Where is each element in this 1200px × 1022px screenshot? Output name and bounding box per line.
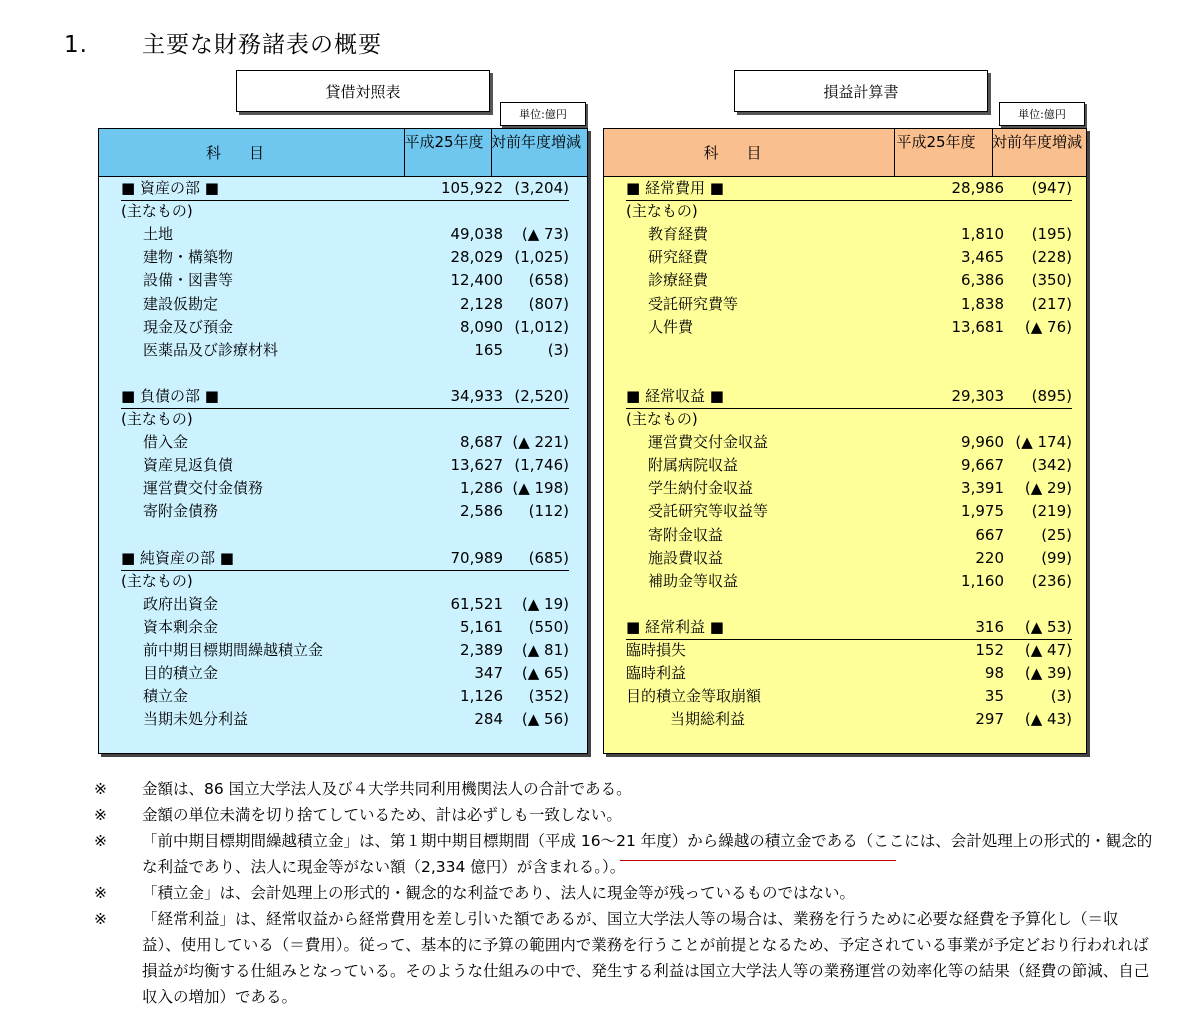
table-row	[626, 339, 1072, 362]
row-change: (658)	[528, 271, 569, 290]
table-row	[121, 570, 569, 593]
col-item-header: 科目	[703, 144, 790, 162]
row-change: (352)	[528, 687, 569, 706]
row-label: ■ 経常費用 ■	[626, 179, 724, 197]
row-value: 8,090	[460, 317, 503, 336]
row-change: (1,025)	[514, 248, 569, 267]
row-change: (342)	[1031, 456, 1072, 475]
row-value: 667	[975, 525, 1004, 544]
table-row	[626, 385, 1072, 409]
table-row	[626, 362, 1072, 385]
table-row	[626, 593, 1072, 616]
row-label: 運営費交付金債務	[143, 479, 264, 498]
row-value: 1,975	[961, 502, 1004, 521]
table-row	[121, 200, 569, 223]
row-value: 2,389	[460, 641, 503, 659]
table-row	[121, 454, 569, 477]
table-row	[626, 269, 1072, 292]
col-change-header: 対前年度増減	[491, 133, 582, 151]
row-label: 当期未処分利益	[143, 710, 249, 729]
table-row	[121, 593, 569, 616]
table-row	[121, 269, 569, 292]
row-label: 建設仮勘定	[143, 294, 219, 313]
row-change: (▲ 53)	[1024, 617, 1072, 636]
row-change: (3)	[547, 340, 569, 359]
row-change: (947)	[1031, 179, 1072, 197]
table-row	[626, 223, 1072, 246]
row-change: (3)	[1050, 687, 1072, 706]
table-row	[626, 662, 1072, 685]
row-label: ■ 経常利益 ■	[626, 617, 724, 636]
row-value: 49,038	[450, 225, 503, 244]
table-row	[626, 454, 1072, 477]
row-label: 教育経費	[648, 225, 709, 244]
row-change: (▲ 19)	[521, 594, 569, 613]
row-change: (▲ 65)	[521, 664, 569, 683]
row-label: 土地	[143, 225, 174, 244]
row-label: 資本剰余金	[143, 617, 219, 636]
row-value: 284	[474, 710, 503, 729]
row-value: 9,960	[961, 433, 1004, 452]
row-label: 寄附金収益	[648, 525, 724, 544]
row-value: 28,029	[450, 248, 503, 267]
row-value: 8,687	[460, 433, 503, 452]
row-label: 医薬品及び診療材料	[143, 340, 279, 359]
table-row	[626, 246, 1072, 269]
row-value: 12,400	[450, 271, 503, 290]
row-value: 105,922	[440, 179, 503, 197]
row-value: 70,989	[450, 548, 503, 567]
row-change: (685)	[528, 548, 569, 567]
row-change: (112)	[528, 502, 569, 521]
table-row	[121, 477, 569, 500]
table-row	[121, 293, 569, 316]
row-value: 1,160	[961, 571, 1004, 590]
table-row	[626, 500, 1072, 523]
col-year-header: 平成25年度	[404, 133, 484, 151]
row-label: 補助金等収益	[648, 571, 739, 590]
row-change: (▲ 29)	[1024, 479, 1072, 498]
table-row	[626, 200, 1072, 223]
table-row	[121, 385, 569, 409]
table-row	[121, 223, 569, 246]
section-title: 主要な財務諸表の概要	[142, 32, 382, 58]
row-value: 61,521	[450, 594, 503, 613]
row-label: 受託研究等収益等	[648, 502, 769, 521]
table-row	[626, 431, 1072, 454]
row-change: (▲ 56)	[521, 710, 569, 729]
income-statement-table	[603, 128, 1087, 754]
income-header	[604, 129, 1086, 177]
table-row	[626, 708, 1072, 731]
row-value: 152	[975, 641, 1004, 659]
row-label: 学生納付金収益	[648, 479, 754, 498]
table-row	[121, 408, 569, 431]
row-value: 316	[975, 617, 1004, 636]
notes	[94, 776, 1154, 1010]
table-row	[626, 616, 1072, 640]
balance-unit-label: 単位:億円	[500, 102, 586, 126]
table-row	[121, 500, 569, 523]
row-label: 積立金	[143, 687, 189, 706]
row-label: ■ 経常収益 ■	[626, 386, 724, 405]
row-value: 28,986	[951, 179, 1004, 197]
table-row	[121, 339, 569, 362]
table-row	[121, 708, 569, 731]
row-change: (219)	[1031, 502, 1072, 521]
table-row	[626, 547, 1072, 570]
row-label: 診療経費	[648, 271, 709, 290]
row-label: (主なもの)	[121, 410, 193, 428]
row-label: 研究経費	[648, 248, 709, 267]
table-row	[121, 662, 569, 685]
row-label: 当期総利益	[670, 710, 746, 729]
row-value: 1,126	[460, 687, 503, 706]
row-value: 9,667	[961, 456, 1004, 475]
row-value: 34,933	[450, 386, 503, 405]
row-label: 前中期目標期間繰越積立金	[143, 641, 324, 659]
row-change: (1,012)	[514, 317, 569, 336]
row-change: (550)	[528, 617, 569, 636]
table-row	[121, 685, 569, 708]
row-value: 2,586	[460, 502, 503, 521]
row-value: 35	[984, 687, 1004, 706]
note-item: ※ 金額は、86 国立大学法人及び４大学共同利用機関法人の合計である。	[94, 780, 632, 798]
row-value: 3,465	[961, 248, 1004, 267]
row-change: (▲ 174)	[1015, 433, 1072, 452]
row-value: 3,391	[961, 479, 1004, 498]
row-label: 設備・図書等	[143, 271, 234, 290]
row-change: (350)	[1031, 271, 1072, 290]
row-change: (25)	[1041, 525, 1072, 544]
page-title	[64, 26, 382, 59]
row-label: 運営費交付金収益	[648, 433, 769, 452]
table-row	[626, 570, 1072, 593]
table-row	[121, 177, 569, 201]
row-change: (▲ 198)	[512, 479, 569, 498]
table-row	[626, 639, 1072, 662]
col-year-header: 平成25年度	[896, 133, 976, 151]
row-label: 臨時損失	[626, 641, 687, 659]
note-item: ※ 金額の単位未満を切り捨てしているため、計は必ずしも一致しない。	[94, 806, 622, 824]
row-label: (主なもの)	[626, 410, 698, 428]
row-value: 5,161	[460, 617, 503, 636]
row-value: 2,128	[460, 294, 503, 313]
row-label: ■ 資産の部 ■	[121, 179, 219, 197]
row-value: 165	[474, 340, 503, 359]
row-change: (236)	[1031, 571, 1072, 590]
row-label: (主なもの)	[121, 202, 193, 221]
row-change: (1,746)	[514, 456, 569, 475]
note-item: ※ 「前中期目標期間繰越積立金」は、第１期中期目標期間（平成 16～21 年度）から繰越の積立金である（ここには、会計処理上の形式的・観念的な利益であり、法人に現金等がない額（2,334 億円）が含まれる。）。	[94, 832, 1153, 876]
row-value: 1,838	[961, 294, 1004, 313]
row-label: 資産見返負債	[143, 456, 234, 475]
row-label: 現金及び預金	[143, 317, 234, 336]
row-change: (▲ 221)	[512, 433, 569, 452]
row-label: 政府出資金	[143, 594, 219, 613]
row-label: 人件費	[648, 317, 694, 336]
row-value: 297	[975, 710, 1004, 729]
row-label: (主なもの)	[121, 571, 193, 590]
row-label: 目的積立金	[143, 664, 219, 683]
row-label: ■ 負債の部 ■	[121, 386, 219, 405]
row-value: 29,303	[951, 386, 1004, 405]
row-change: (▲ 39)	[1024, 664, 1072, 683]
row-label: 建物・構築物	[143, 248, 234, 267]
row-change: (2,520)	[514, 386, 569, 405]
row-change: (895)	[1031, 386, 1072, 405]
row-value: 220	[975, 548, 1004, 567]
row-change: (807)	[528, 294, 569, 313]
table-row	[626, 524, 1072, 547]
row-change: (217)	[1031, 294, 1072, 313]
col-item-header: 科目	[205, 144, 292, 162]
row-label: 受託研究費等	[648, 294, 739, 313]
table-row	[121, 547, 569, 571]
col-change-header: 対前年度増減	[992, 133, 1083, 151]
table-row	[121, 431, 569, 454]
row-change: (▲ 81)	[521, 641, 569, 659]
table-row	[626, 477, 1072, 500]
table-row	[121, 316, 569, 339]
table-row	[626, 408, 1072, 431]
row-value: 13,681	[951, 317, 1004, 336]
table-row	[121, 524, 569, 547]
row-value: 13,627	[450, 456, 503, 475]
table-row	[626, 177, 1072, 201]
row-value: 1,810	[961, 225, 1004, 244]
balance-header	[99, 129, 587, 177]
table-row	[121, 616, 569, 639]
table-row	[121, 362, 569, 385]
row-change: (3,204)	[514, 179, 569, 197]
row-change: (99)	[1041, 548, 1072, 567]
note-item: ※ 「積立金」は、会計処理上の形式的・観念的な利益であり、法人に現金等が残っているものではない。	[94, 884, 856, 902]
row-change: (▲ 47)	[1024, 641, 1072, 659]
table-row	[121, 246, 569, 269]
table-row	[121, 639, 569, 662]
row-label: 臨時利益	[626, 664, 687, 683]
row-label: 施設費収益	[648, 548, 724, 567]
row-value: 1,286	[460, 479, 503, 498]
balance-sheet-table	[98, 128, 588, 754]
row-change: (195)	[1031, 225, 1072, 244]
income-unit-label: 単位:億円	[999, 102, 1085, 126]
row-label: (主なもの)	[626, 202, 698, 221]
row-label: 寄附金債務	[143, 502, 219, 521]
row-label: ■ 純資産の部 ■	[121, 548, 234, 567]
row-change: (▲ 73)	[521, 225, 569, 244]
table-row	[626, 293, 1072, 316]
row-value: 6,386	[961, 271, 1004, 290]
row-value: 347	[474, 664, 503, 683]
income-statement-title: 損益計算書	[734, 70, 988, 112]
row-label: 借入金	[143, 433, 189, 452]
table-row	[626, 685, 1072, 708]
row-change: (▲ 76)	[1024, 317, 1072, 336]
row-change: (▲ 43)	[1024, 710, 1072, 729]
row-change: (228)	[1031, 248, 1072, 267]
row-value: 98	[984, 664, 1004, 683]
row-label: 附属病院収益	[648, 456, 739, 475]
row-label: 目的積立金等取崩額	[626, 687, 762, 706]
section-number: 1.	[64, 32, 88, 58]
table-row	[626, 316, 1072, 339]
balance-sheet-title: 貸借対照表	[236, 70, 490, 112]
note-item: ※ 「経常利益」は、経常収益から経常費用を差し引いた額であるが、国立大学法人等の場合は、業務を行うために必要な経費を予算化し（＝収益）、使用している（＝費用）。従って、基本的に予算の範囲内で業務を行うことが前提となるため、予定されている事業が予定どおり行われれば損益が均衡する仕組みとなっている。そのような仕組みの中で、発生する利益は国立大学法人等の業務運営の効率化等の結果（経費の節減、自己収入の増加）である。	[94, 910, 1150, 1006]
